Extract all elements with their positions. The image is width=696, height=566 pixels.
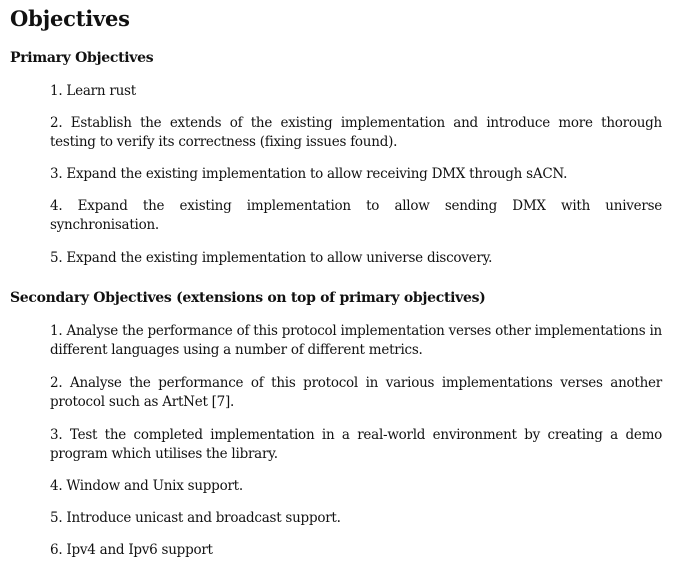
primary-objectives-heading: Primary Objectives (10, 50, 154, 66)
primary-objective-4: 4. Expand the existing implementation to allow sending DMX with universe synchronisation. (50, 198, 662, 233)
secondary-objective-4: 4. Window and Unix support. (50, 478, 243, 494)
secondary-objectives-heading: Secondary Objectives (extensions on top of primary objectives) (10, 290, 486, 306)
secondary-objective-2: 2. Analyse the performance of this protocol in various implementations verses another protocol such as ArtNet [7]. (50, 375, 662, 410)
secondary-objective-5: 5. Introduce unicast and broadcast support. (50, 510, 341, 526)
secondary-objective-1: 1. Analyse the performance of this protocol implementation verses other implementations in different languages using a number of different metrics. (50, 323, 662, 358)
primary-objective-5: 5. Expand the existing implementation to allow universe discovery. (50, 250, 493, 266)
secondary-objective-6: 6. Ipv4 and Ipv6 support (50, 542, 213, 558)
page-title: Objectives (10, 6, 130, 31)
primary-objective-1: 1. Learn rust (50, 83, 136, 99)
primary-objective-2: 2. Establish the extends of the existing implementation and introduce more thorough testing to verify its correctness (fixing issues found). (50, 115, 662, 150)
primary-objective-3: 3. Expand the existing implementation to allow receiving DMX through sACN. (50, 166, 568, 182)
secondary-objective-3: 3. Test the completed implementation in a real-world environment by creating a demo program which utilises the library. (50, 427, 662, 462)
